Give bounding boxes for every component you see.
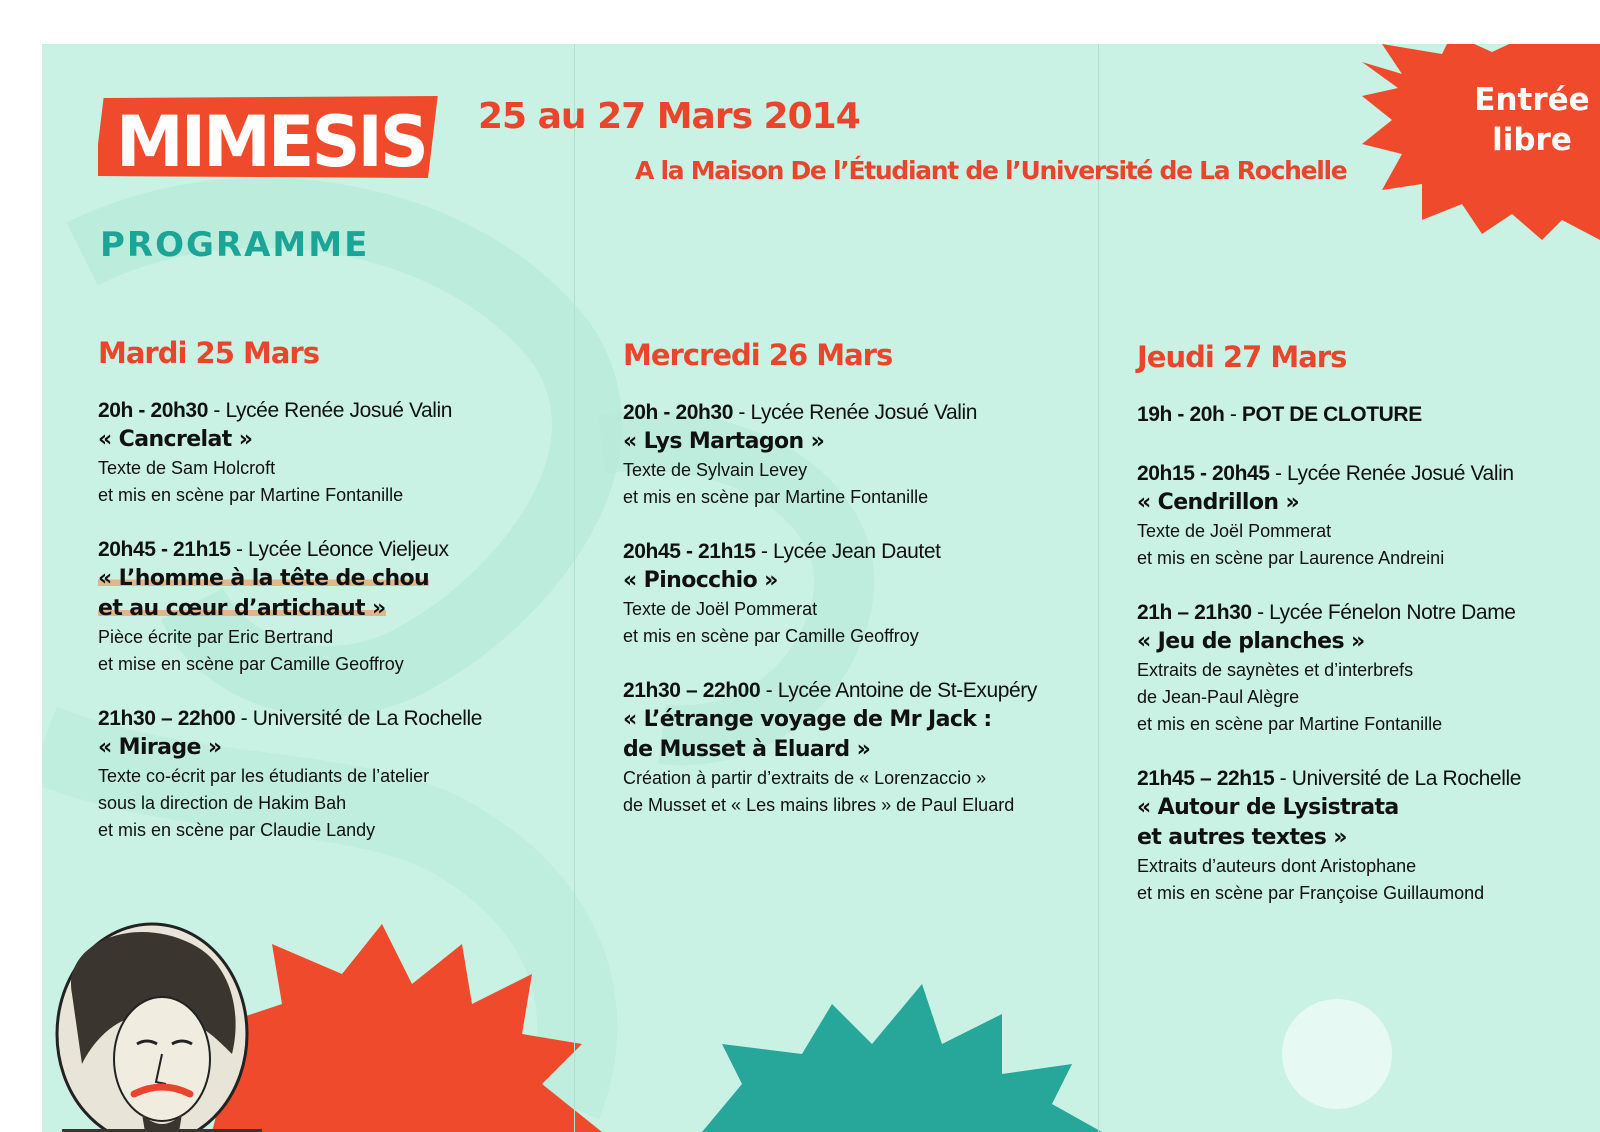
- event-credit: sous la direction de Hakim Bah: [98, 793, 347, 813]
- event-place: Lycée Jean Dautet: [773, 540, 941, 563]
- event-place: Lycée Fénelon Notre Dame: [1269, 601, 1516, 624]
- day-heading: Mercredi 26 Mars: [623, 338, 893, 372]
- event-title-line: [623, 427, 1093, 457]
- event-credit: Extraits de saynètes et d’interbrefs: [1137, 660, 1414, 680]
- event-credit: Texte de Joël Pommerat: [623, 599, 818, 619]
- event-title-line: [1137, 823, 1600, 853]
- event-separator: -: [755, 540, 774, 563]
- event-credit: Texte de Joël Pommerat: [1137, 521, 1332, 541]
- event-title-line: [623, 735, 1093, 765]
- event-credit: et mis en scène par Camille Geoffroy: [623, 626, 919, 646]
- event-credit: et mis en scène par Claudie Landy: [98, 820, 376, 840]
- event-credit: Texte co-écrit par les étudiants de l’atelier: [98, 766, 430, 786]
- event-time-place: [1137, 400, 1600, 429]
- programme-heading: PROGRAMME: [100, 225, 370, 265]
- event-place: Lycée Renée Josué Valin: [750, 401, 978, 424]
- day-heading: Jeudi 27 Mars: [1137, 340, 1347, 374]
- event-title-line: [98, 733, 568, 763]
- event-credit: et mis en scène par Laurence Andreini: [1137, 548, 1445, 568]
- programme-event: [623, 537, 1093, 650]
- programme-event: [1137, 764, 1600, 907]
- event-time: 21h – 21h30: [1137, 601, 1252, 624]
- event-credit: et mise en scène par Camille Geoffroy: [98, 654, 404, 674]
- event-time-place: [98, 704, 568, 733]
- event-time: 21h30 – 22h00: [623, 679, 761, 702]
- event-credit: Texte de Sam Holcroft: [98, 458, 276, 478]
- fold-line: [574, 44, 575, 1132]
- event-time: 20h45 - 21h15: [98, 538, 231, 561]
- event-time: 21h45 – 22h15: [1137, 767, 1275, 790]
- mimesis-logo: [98, 92, 448, 182]
- event-title: « Autour de Lysistrata: [1137, 795, 1399, 820]
- event-title: et au cœur d’artichaut »: [98, 596, 386, 621]
- event-separator: -: [1274, 767, 1292, 790]
- event-separator: -: [1269, 462, 1288, 485]
- programme-event: [623, 398, 1093, 511]
- badge-line-1: Entrée: [1474, 82, 1590, 118]
- event-time-place: [1137, 598, 1600, 627]
- programme-event: [1137, 598, 1600, 738]
- event-time-place: [1137, 764, 1600, 793]
- event-separator: -: [1251, 601, 1270, 624]
- event-title-line: [98, 564, 568, 594]
- event-title: « Lys Martagon »: [623, 429, 825, 454]
- day-column-tuesday: [98, 336, 568, 870]
- event-title-line: [1137, 488, 1600, 518]
- event-place: Université de La Rochelle: [1291, 767, 1522, 790]
- programme-event: [1137, 400, 1600, 429]
- event-credit: Création à partir d’extraits de « Lorenzaccio »: [623, 768, 987, 788]
- event-credit: Pièce écrite par Eric Bertrand: [98, 627, 334, 647]
- fold-line: [1098, 44, 1099, 1132]
- event-title-line: [98, 425, 568, 455]
- event-title: et autres textes »: [1137, 825, 1347, 850]
- event-time-place: [623, 398, 1093, 427]
- event-title: « Mirage »: [98, 735, 222, 760]
- festival-dates: 25 au 27 Mars 2014: [478, 96, 860, 137]
- event-title-line: [1137, 793, 1600, 823]
- event-separator: -: [733, 401, 751, 424]
- event-time: 20h15 - 20h45: [1137, 462, 1270, 485]
- teal-starburst: [702, 984, 1102, 1132]
- event-time: 21h30 – 22h00: [98, 707, 236, 730]
- event-time-place: [623, 537, 1093, 566]
- event-title-line: [98, 594, 568, 624]
- event-credit: et mis en scène par Françoise Guillaumond: [1137, 883, 1485, 903]
- event-time-place: [623, 676, 1093, 705]
- event-credit: et mis en scène par Martine Fontanille: [623, 487, 929, 507]
- programme-event: [98, 704, 568, 844]
- event-title: « Pinocchio »: [623, 568, 778, 593]
- event-credit: de Jean-Paul Alègre: [1137, 687, 1300, 707]
- event-time: 20h - 20h30: [98, 399, 208, 422]
- event-credit: Texte de Sylvain Levey: [623, 460, 808, 480]
- event-place: Lycée Léonce Vieljeux: [248, 538, 449, 561]
- event-title: « L’homme à la tête de chou: [98, 566, 430, 591]
- event-separator: -: [208, 399, 226, 422]
- event-separator: -: [760, 679, 778, 702]
- event-place: Lycée Renée Josué Valin: [1287, 462, 1514, 485]
- event-credit: et mis en scène par Martine Fontanille: [98, 485, 404, 505]
- event-separator: -: [235, 707, 253, 730]
- badge-line-2: libre: [1492, 122, 1572, 158]
- event-time-place: [1137, 459, 1600, 488]
- event-title: « Cendrillon »: [1137, 490, 1300, 515]
- event-title: « L’étrange voyage de Mr Jack :: [623, 707, 992, 732]
- programme-event: [1137, 459, 1600, 572]
- event-time-place: [98, 535, 568, 564]
- event-credit: et mis en scène par Martine Fontanille: [1137, 714, 1443, 734]
- programme-event: [623, 676, 1093, 819]
- event-credit: de Musset et « Les mains libres » de Paul Eluard: [623, 795, 1015, 815]
- day-column-wednesday: [623, 338, 1093, 845]
- event-credit: Extraits d’auteurs dont Aristophane: [1137, 856, 1417, 876]
- event-time-place: [98, 396, 568, 425]
- event-place: Lycée Renée Josué Valin: [225, 399, 453, 422]
- entree-libre-badge: [1462, 80, 1600, 160]
- event-title: « Cancrelat »: [98, 427, 253, 452]
- event-place: POT DE CLOTURE: [1241, 403, 1422, 426]
- event-title-line: [623, 705, 1093, 735]
- svg-text:MIMESIS: MIMESIS: [116, 101, 426, 182]
- event-place: Université de La Rochelle: [252, 707, 483, 730]
- event-separator: -: [230, 538, 249, 561]
- event-place: Lycée Antoine de St-Exupéry: [777, 679, 1037, 702]
- day-column-thursday: [1137, 340, 1600, 933]
- programme-event: [98, 535, 568, 678]
- programme-event: [98, 396, 568, 509]
- event-time: 20h - 20h30: [623, 401, 733, 424]
- event-title: de Musset à Eluard »: [623, 737, 871, 762]
- event-title-line: [623, 566, 1093, 596]
- event-title: « Jeu de planches »: [1137, 629, 1365, 654]
- event-separator: -: [1224, 403, 1242, 426]
- festival-venue: A la Maison De l’Étudiant de l’Université de La Rochelle: [635, 156, 1347, 185]
- day-heading: Mardi 25 Mars: [98, 336, 319, 370]
- event-time: 19h - 20h: [1137, 403, 1225, 426]
- event-title-line: [1137, 627, 1600, 657]
- event-time: 20h45 - 21h15: [623, 540, 756, 563]
